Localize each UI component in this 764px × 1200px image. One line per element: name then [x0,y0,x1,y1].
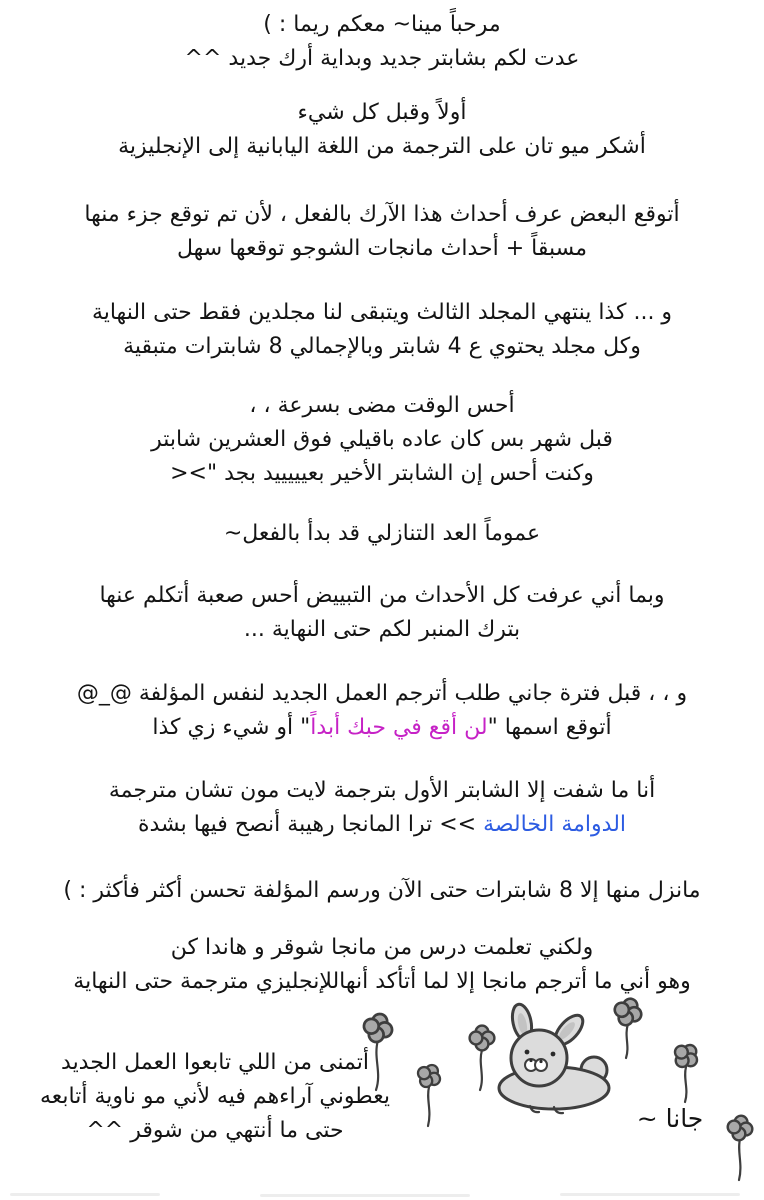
new-manga-title: لن أقع في حبك أبداً [310,715,488,740]
paragraph-spoiler-silence [0,579,764,647]
note-line-with-title [0,711,764,745]
note-line: مسبقاً + أحداث مانجات الشوجو توقعها سهل [176,236,588,261]
note-line: أنا ما شفت إلا الشابتر الأول بترجمة لايت مون تشان مترجمة [108,778,656,803]
bunny-eye [525,1050,530,1055]
clover-icon [611,995,646,1030]
note-line: و ، ، قبل فترة جاني طلب أترجم العمل الجديد لنفس المؤلفة @_@ [76,681,688,706]
paragraph-thanks [0,96,764,164]
note-line: حتى ما أنتهي من شوقر ^^ [86,1118,344,1143]
title-suffix: " أو شيء زي كذا [152,715,311,740]
clover-icon [361,1011,396,1046]
scan-artifact [10,1193,160,1196]
paragraph-arc-events [0,198,764,266]
note-line: وبما أني عرفت كل الأحداث من التبييض أحس صعبة أتكلم عنها [99,583,665,608]
highlight-rest: >> ترا المانجا رهيبة أنصح فيها بشدة [137,812,484,837]
bunny-clover-doodle [330,986,764,1192]
note-line: أتمنى من اللي تابعوا العمل الجديد [61,1050,369,1075]
clover-icon [726,1114,755,1143]
clover-stem [376,1040,378,1090]
bunny-head [511,1030,567,1086]
note-line: وهو أني ما أترجم مانجا إلا لما أتأكد أنهاللإنجليزي مترجمة حتى النهاية [73,969,691,994]
clover-stem [739,1139,740,1180]
title-prefix: أتوقع اسمها " [487,715,612,740]
note-line: أتوقع البعض عرف أحداث هذا الآرك بالفعل ، لأن تم توقع جزء منها [84,202,680,227]
clover-stem [480,1050,482,1090]
bunny-eye [551,1052,556,1057]
note-line: أولاً وقبل كل شيء [297,100,467,125]
paragraph-released-chapters [0,874,764,908]
note-line: عدت لكم بشابتر جديد وبداية أرك جديد ^^ [184,46,580,71]
clover-icon [470,1026,495,1051]
note-line: بترك المنبر لكم حتى النهاية ... [243,617,521,642]
note-line: وكل مجلد يحتوي ع 4 شابتر وبالإجمالي 8 شابترات متبقية [123,334,641,359]
note-line: عموماً العد التنازلي قد بدأ بالفعل~ [223,521,541,546]
note-line: و ... كذا ينتهي المجلد الثالث ويتبقى لنا مجلدين فقط حتى النهاية [91,300,673,325]
clover-stem [428,1087,429,1126]
note-line: قبل شهر بس كان عاده باقيلي فوق العشرين شابتر [151,427,613,452]
clover-stem [685,1067,686,1102]
bunny-doodle [499,1003,609,1114]
paragraph-volumes [0,296,764,364]
recommended-manga-title: الدوامة الخالصة [483,812,627,837]
paragraph-recommendation [0,774,764,842]
note-line: ولكني تعلمت درس من مانجا شوقر و هاندا كن [170,935,594,960]
scan-artifact [560,1193,740,1196]
paragraph-time-flies [0,389,764,491]
clover-icon [413,1060,445,1092]
clover-stem [626,1024,628,1058]
note-line: وكنت أحس إن الشابتر الأخير بعيييييد بجد ">< [170,461,594,486]
note-line: يعطوني آراءهم فيه لأني مو ناوية أتابعه [40,1084,390,1109]
paragraph-countdown [0,517,764,551]
note-line-with-highlight [0,808,764,842]
paragraph-new-work [0,677,764,745]
scan-artifact [260,1194,470,1197]
paragraph-greeting [0,8,764,76]
bunny-muzzle [525,1059,547,1071]
note-line: مانزل منها إلا 8 شابترات حتى الآن ورسم المؤلفة تحسن أكثر فأكثر : ) [63,878,701,903]
note-line: مرحباً مينا~ معكم ريما : ) [263,12,501,37]
note-line: أحس الوقت مضى بسرعة ، ، [249,393,515,418]
note-line: أشكر ميو تان على الترجمة من اللغة اليابانية إلى الإنجليزية [118,134,646,159]
signoff-jaana: جانا ~ [636,1104,704,1133]
